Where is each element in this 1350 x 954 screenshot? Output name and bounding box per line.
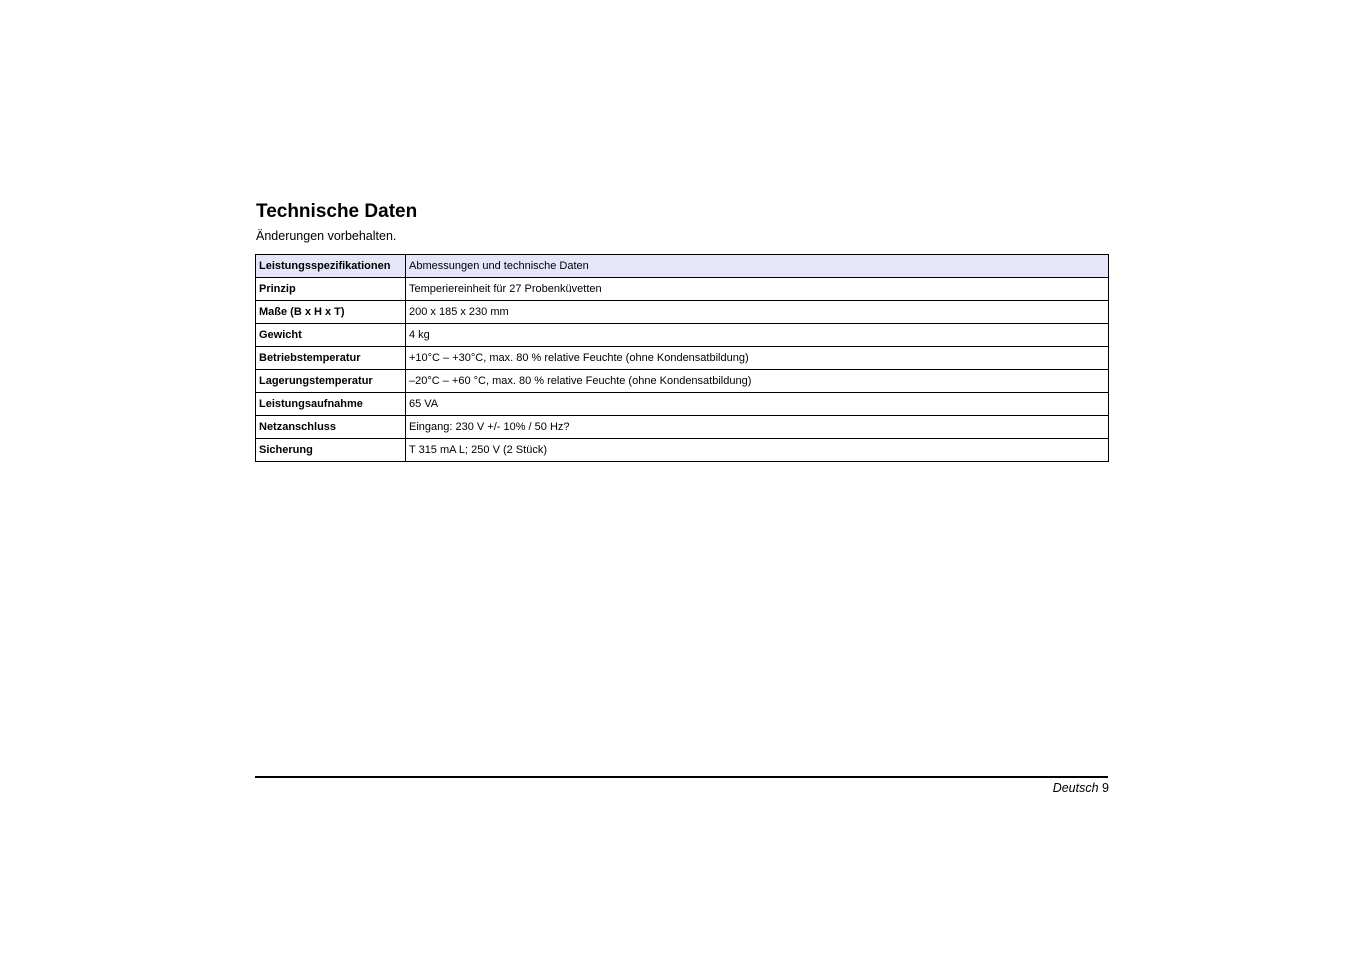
table-row — [256, 278, 1109, 301]
table-row — [256, 439, 1109, 462]
row-label-cell: Gewicht — [256, 324, 406, 347]
row-value-cell: +10°C – +30°C, max. 80 % relative Feuchte (ohne Kondensatbildung) — [406, 347, 1109, 370]
table-row — [256, 370, 1109, 393]
row-label-cell: Leistungsaufnahme — [256, 393, 406, 416]
table-row — [256, 416, 1109, 439]
page-title: Technische Daten — [256, 201, 418, 222]
header-value-cell: Abmessungen und technische Daten — [406, 255, 1109, 278]
row-value-cell: T 315 mA L; 250 V (2 Stück) — [406, 439, 1109, 462]
row-label-cell: Netzanschluss — [256, 416, 406, 439]
table-header-row — [256, 255, 1109, 278]
page-number: 9 — [1102, 781, 1109, 795]
table-row — [256, 347, 1109, 370]
page-subtitle: Änderungen vorbehalten. — [256, 229, 397, 243]
footer-divider — [255, 776, 1108, 778]
table-row — [256, 324, 1109, 347]
header-label-cell: Leistungsspezifikationen — [256, 255, 406, 278]
table-row — [256, 301, 1109, 324]
row-value-cell: 65 VA — [406, 393, 1109, 416]
row-label-cell: Sicherung — [256, 439, 406, 462]
row-label-cell: Lagerungstemperatur — [256, 370, 406, 393]
row-label-cell: Maße (B x H x T) — [256, 301, 406, 324]
row-value-cell: Eingang: 230 V +/- 10% / 50 Hz? — [406, 416, 1109, 439]
row-value-cell: –20°C – +60 °C, max. 80 % relative Feuchte (ohne Kondensatbildung) — [406, 370, 1109, 393]
row-label-cell: Prinzip — [256, 278, 406, 301]
row-value-cell: 200 x 185 x 230 mm — [406, 301, 1109, 324]
row-value-cell: Temperiereinheit für 27 Probenküvetten — [406, 278, 1109, 301]
page-footer — [1053, 780, 1109, 796]
spec-table — [255, 254, 1109, 462]
table-row — [256, 393, 1109, 416]
row-label-cell: Betriebstemperatur — [256, 347, 406, 370]
footer-language: Deutsch — [1052, 781, 1099, 795]
row-value-cell: 4 kg — [406, 324, 1109, 347]
